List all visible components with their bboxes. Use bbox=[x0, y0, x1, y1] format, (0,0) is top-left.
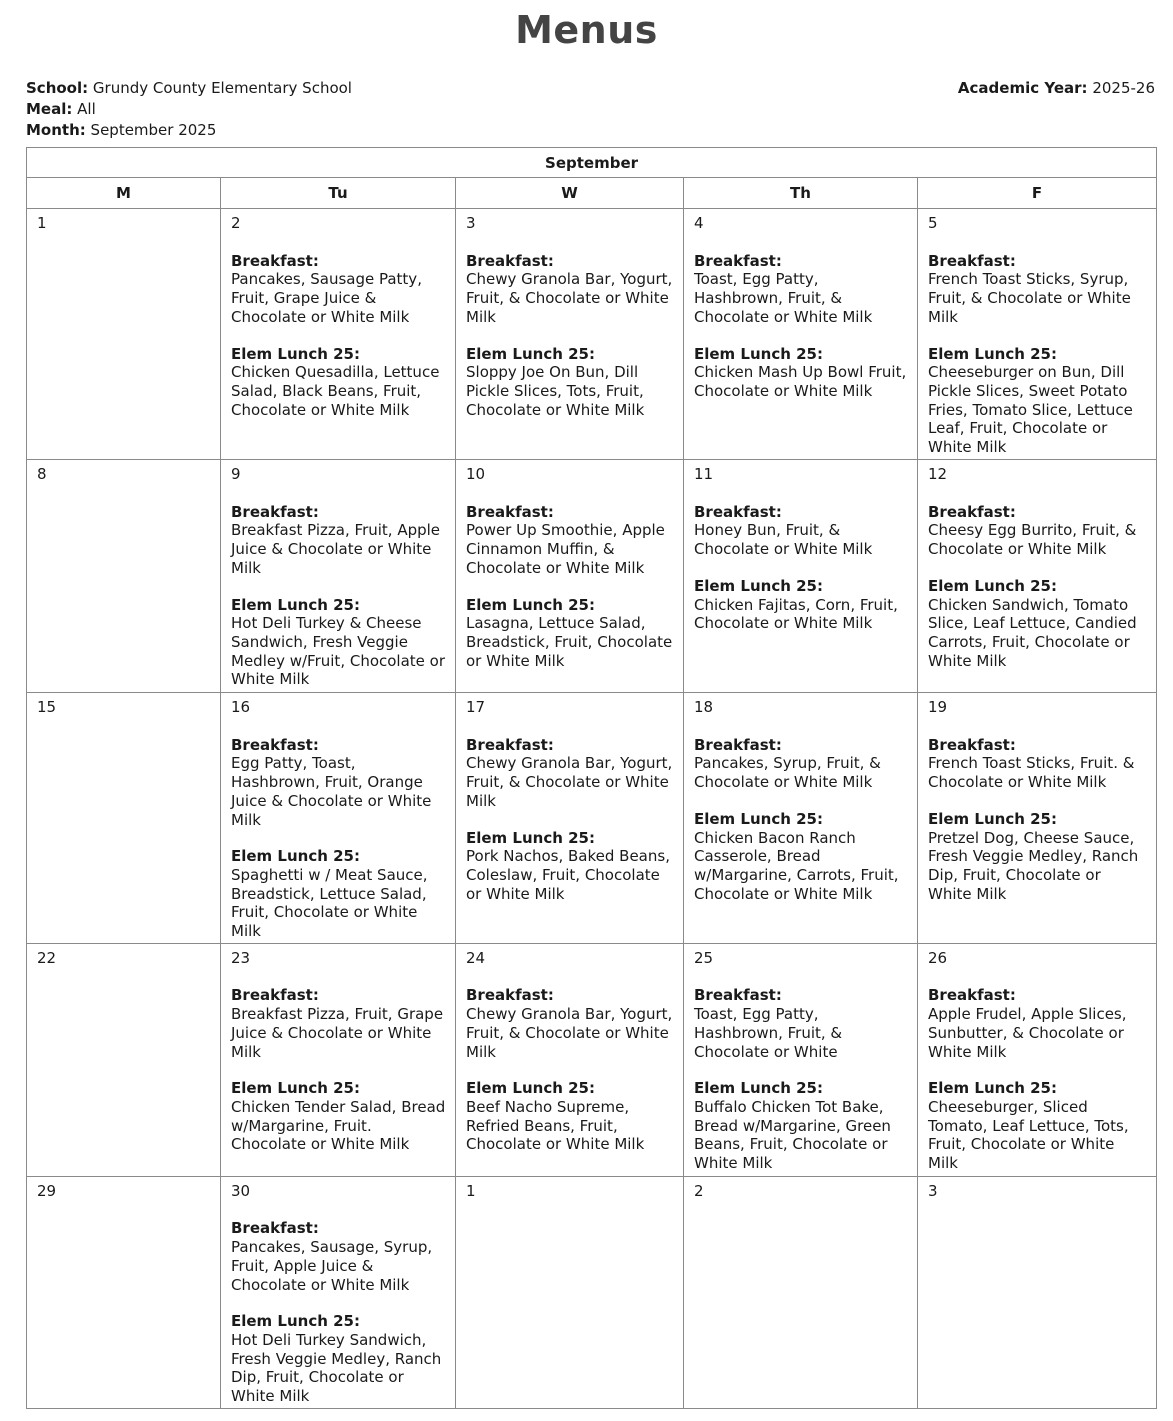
breakfast-label: Breakfast: bbox=[231, 1219, 319, 1238]
school-value: Grundy County Elementary School bbox=[92, 79, 352, 97]
day-number: 23 bbox=[231, 948, 251, 967]
weekday-header: W bbox=[456, 178, 684, 209]
day-cell bbox=[918, 943, 1157, 1176]
day-cell bbox=[27, 209, 221, 460]
breakfast-label: Breakfast: bbox=[694, 986, 782, 1005]
breakfast-items: Toast, Egg Patty, Hashbrown, Fruit, & Chocolate or White bbox=[694, 1005, 843, 1061]
week-row bbox=[27, 1176, 1157, 1408]
breakfast-label: Breakfast: bbox=[694, 735, 782, 754]
breakfast-items: Honey Bun, Fruit, & Chocolate or White Milk bbox=[694, 521, 873, 559]
lunch-label: Elem Lunch 25: bbox=[694, 809, 823, 828]
menu-info bbox=[26, 78, 352, 141]
weekday-header: M bbox=[27, 178, 221, 209]
day-cell bbox=[221, 943, 456, 1176]
breakfast-items: French Toast Sticks, Fruit. & Chocolate or White Milk bbox=[928, 754, 1135, 792]
day-cell bbox=[456, 693, 684, 944]
breakfast-label: Breakfast: bbox=[231, 986, 319, 1005]
breakfast-label: Breakfast: bbox=[928, 986, 1016, 1005]
breakfast-items: Pancakes, Syrup, Fruit, & Chocolate or White Milk bbox=[694, 754, 881, 792]
week-row bbox=[27, 209, 1157, 460]
breakfast-items: Chewy Granola Bar, Yogurt, Fruit, & Chocolate or White Milk bbox=[466, 754, 673, 810]
lunch-items: Chicken Sandwich, Tomato Slice, Leaf Lettuce, Candied Carrots, Fruit, Chocolate or White Milk bbox=[928, 595, 1137, 670]
day-cell bbox=[918, 460, 1157, 693]
day-cell bbox=[456, 209, 684, 460]
meal-line bbox=[26, 99, 352, 120]
lunch-label: Elem Lunch 25: bbox=[466, 1079, 595, 1098]
day-cell bbox=[918, 693, 1157, 944]
day-cell bbox=[27, 693, 221, 944]
page-title: Menus bbox=[515, 8, 658, 52]
weekday-header: Tu bbox=[221, 178, 456, 209]
day-cell bbox=[456, 460, 684, 693]
day-cell bbox=[684, 209, 918, 460]
school-line bbox=[26, 78, 352, 99]
day-cell bbox=[27, 1176, 221, 1408]
day-number: 3 bbox=[466, 214, 476, 232]
lunch-items: Cheeseburger on Bun, Dill Pickle Slices, Sweet Potato Fries, Tomato Slice, Lettuce Leaf, Fruit, Chocolate or White Milk bbox=[928, 363, 1133, 457]
day-cell bbox=[684, 460, 918, 693]
lunch-items: Chicken Bacon Ranch Casserole, Bread w/Margarine, Carrots, Fruit, Chocolate or White Milk bbox=[694, 828, 899, 903]
breakfast-items: Egg Patty, Toast, Hashbrown, Fruit, Orange Juice & Chocolate or White Milk bbox=[231, 754, 432, 829]
day-number: 9 bbox=[231, 465, 241, 483]
lunch-label: Elem Lunch 25: bbox=[928, 344, 1057, 363]
breakfast-label: Breakfast: bbox=[466, 735, 554, 754]
month-line bbox=[26, 120, 352, 141]
breakfast-label: Breakfast: bbox=[466, 986, 554, 1005]
breakfast-label: Breakfast: bbox=[694, 502, 782, 521]
day-number: 1 bbox=[466, 1181, 476, 1200]
lunch-label: Elem Lunch 25: bbox=[466, 828, 595, 847]
menu-calendar bbox=[26, 147, 1157, 1409]
breakfast-items: Chewy Granola Bar, Yogurt, Fruit, & Chocolate or White Milk bbox=[466, 1005, 673, 1061]
day-cell bbox=[918, 209, 1157, 460]
lunch-items: Lasagna, Lettuce Salad, Breadstick, Fruit, Chocolate or White Milk bbox=[466, 614, 673, 670]
day-number: 2 bbox=[694, 1181, 704, 1200]
breakfast-items: Breakfast Pizza, Fruit, Apple Juice & Chocolate or White Milk bbox=[231, 521, 441, 577]
day-number: 2 bbox=[231, 214, 241, 232]
day-number: 11 bbox=[694, 465, 714, 483]
calendar-body bbox=[27, 209, 1157, 1409]
day-number: 19 bbox=[928, 698, 948, 716]
breakfast-label: Breakfast: bbox=[231, 502, 319, 521]
day-number: 10 bbox=[466, 465, 486, 483]
day-number: 5 bbox=[928, 214, 938, 232]
week-row bbox=[27, 943, 1157, 1176]
weekday-header: Th bbox=[684, 178, 918, 209]
day-number: 3 bbox=[928, 1181, 938, 1200]
day-cell bbox=[684, 943, 918, 1176]
breakfast-items: Breakfast Pizza, Fruit, Grape Juice & Chocolate or White Milk bbox=[231, 1005, 444, 1061]
breakfast-label: Breakfast: bbox=[466, 502, 554, 521]
lunch-label: Elem Lunch 25: bbox=[231, 1312, 360, 1331]
academic-year-line bbox=[958, 78, 1155, 99]
lunch-label: Elem Lunch 25: bbox=[231, 1079, 360, 1098]
meal-value: All bbox=[77, 100, 96, 118]
lunch-label: Elem Lunch 25: bbox=[694, 344, 823, 363]
lunch-items: Hot Deli Turkey Sandwich, Fresh Veggie Medley, Ranch Dip, Fruit, Chocolate or White Milk bbox=[231, 1330, 442, 1406]
lunch-label: Elem Lunch 25: bbox=[694, 576, 823, 595]
lunch-label: Elem Lunch 25: bbox=[928, 576, 1057, 595]
lunch-label: Elem Lunch 25: bbox=[231, 344, 360, 363]
calendar-month-header: September bbox=[27, 148, 1157, 178]
lunch-label: Elem Lunch 25: bbox=[466, 595, 595, 614]
month-value: September 2025 bbox=[90, 121, 217, 139]
breakfast-items: Chewy Granola Bar, Yogurt, Fruit, & Chocolate or White Milk bbox=[466, 270, 673, 326]
lunch-label: Elem Lunch 25: bbox=[231, 595, 360, 614]
day-number: 26 bbox=[928, 948, 948, 967]
lunch-items: Spaghetti w / Meat Sauce, Breadstick, Lettuce Salad, Fruit, Chocolate or White Milk bbox=[231, 865, 428, 941]
breakfast-items: Cheesy Egg Burrito, Fruit, & Chocolate or White Milk bbox=[928, 521, 1137, 559]
school-label: School: bbox=[26, 79, 89, 97]
day-cell bbox=[684, 693, 918, 944]
lunch-items: Chicken Tender Salad, Bread w/Margarine, Fruit. Chocolate or White Milk bbox=[231, 1097, 446, 1154]
lunch-label: Elem Lunch 25: bbox=[928, 1079, 1057, 1098]
breakfast-items: Power Up Smoothie, Apple Cinnamon Muffin, & Chocolate or White Milk bbox=[466, 521, 665, 577]
weekday-header-row bbox=[27, 178, 1157, 209]
day-cell bbox=[221, 1176, 456, 1408]
day-cell bbox=[221, 693, 456, 944]
day-number: 1 bbox=[37, 214, 47, 232]
day-cell bbox=[221, 209, 456, 460]
lunch-items: Pork Nachos, Baked Beans, Coleslaw, Fruit, Chocolate or White Milk bbox=[466, 847, 670, 903]
lunch-items: Sloppy Joe On Bun, Dill Pickle Slices, Tots, Fruit, Chocolate or White Milk bbox=[466, 363, 645, 419]
day-number: 30 bbox=[231, 1181, 251, 1200]
week-row bbox=[27, 460, 1157, 693]
weekday-header: F bbox=[918, 178, 1157, 209]
day-number: 15 bbox=[37, 698, 57, 716]
breakfast-label: Breakfast: bbox=[466, 251, 554, 270]
meal-label: Meal: bbox=[26, 100, 73, 118]
breakfast-label: Breakfast: bbox=[694, 251, 782, 270]
day-cell bbox=[684, 1176, 918, 1408]
breakfast-label: Breakfast: bbox=[231, 735, 319, 754]
lunch-items: Buffalo Chicken Tot Bake, Bread w/Margarine, Green Beans, Fruit, Chocolate or White Milk bbox=[694, 1097, 891, 1173]
breakfast-label: Breakfast: bbox=[231, 251, 319, 270]
day-number: 24 bbox=[466, 948, 486, 967]
lunch-label: Elem Lunch 25: bbox=[694, 1079, 823, 1098]
breakfast-items: Apple Frudel, Apple Slices, Sunbutter, & Chocolate or White Milk bbox=[928, 1005, 1127, 1061]
day-cell bbox=[221, 460, 456, 693]
breakfast-label: Breakfast: bbox=[928, 502, 1016, 521]
breakfast-items: Pancakes, Sausage, Syrup, Fruit, Apple Juice & Chocolate or White Milk bbox=[231, 1238, 433, 1294]
lunch-items: Beef Nacho Supreme, Refried Beans, Fruit, Chocolate or White Milk bbox=[466, 1097, 645, 1154]
lunch-items: Pretzel Dog, Cheese Sauce, Fresh Veggie Medley, Ranch Dip, Fruit, Chocolate or White Milk bbox=[928, 828, 1139, 903]
day-cell bbox=[918, 1176, 1157, 1408]
day-number: 22 bbox=[37, 948, 57, 967]
month-label: Month: bbox=[26, 121, 86, 139]
day-number: 25 bbox=[694, 948, 714, 967]
breakfast-label: Breakfast: bbox=[928, 251, 1016, 270]
academic-year-value: 2025-26 bbox=[1092, 79, 1155, 97]
day-cell bbox=[456, 943, 684, 1176]
lunch-items: Chicken Mash Up Bowl Fruit, Chocolate or White Milk bbox=[694, 363, 907, 400]
lunch-label: Elem Lunch 25: bbox=[466, 344, 595, 363]
lunch-label: Elem Lunch 25: bbox=[231, 847, 360, 866]
breakfast-label: Breakfast: bbox=[928, 735, 1016, 754]
day-cell bbox=[27, 460, 221, 693]
lunch-items: Hot Deli Turkey & Cheese Sandwich, Fresh Veggie Medley w/Fruit, Chocolate or White Milk bbox=[231, 614, 446, 689]
lunch-items: Cheeseburger, Sliced Tomato, Leaf Lettuce, Tots, Fruit, Chocolate or White Milk bbox=[928, 1097, 1129, 1173]
breakfast-items: French Toast Sticks, Syrup, Fruit, & Chocolate or White Milk bbox=[928, 270, 1131, 326]
day-number: 17 bbox=[466, 698, 486, 716]
day-number: 4 bbox=[694, 214, 704, 232]
day-number: 8 bbox=[37, 465, 47, 483]
day-cell bbox=[456, 1176, 684, 1408]
breakfast-items: Pancakes, Sausage Patty, Fruit, Grape Juice & Chocolate or White Milk bbox=[231, 270, 422, 326]
day-cell bbox=[27, 943, 221, 1176]
day-number: 18 bbox=[694, 698, 714, 716]
breakfast-items: Toast, Egg Patty, Hashbrown, Fruit, & Chocolate or White Milk bbox=[694, 270, 873, 326]
day-number: 12 bbox=[928, 465, 948, 483]
academic-year-label: Academic Year: bbox=[957, 79, 1088, 97]
day-number: 16 bbox=[231, 698, 251, 716]
day-number: 29 bbox=[37, 1181, 57, 1200]
lunch-items: Chicken Fajitas, Corn, Fruit, Chocolate or White Milk bbox=[694, 595, 898, 633]
week-row bbox=[27, 693, 1157, 944]
lunch-label: Elem Lunch 25: bbox=[928, 809, 1057, 828]
lunch-items: Chicken Quesadilla, Lettuce Salad, Black Beans, Fruit, Chocolate or White Milk bbox=[231, 363, 440, 419]
